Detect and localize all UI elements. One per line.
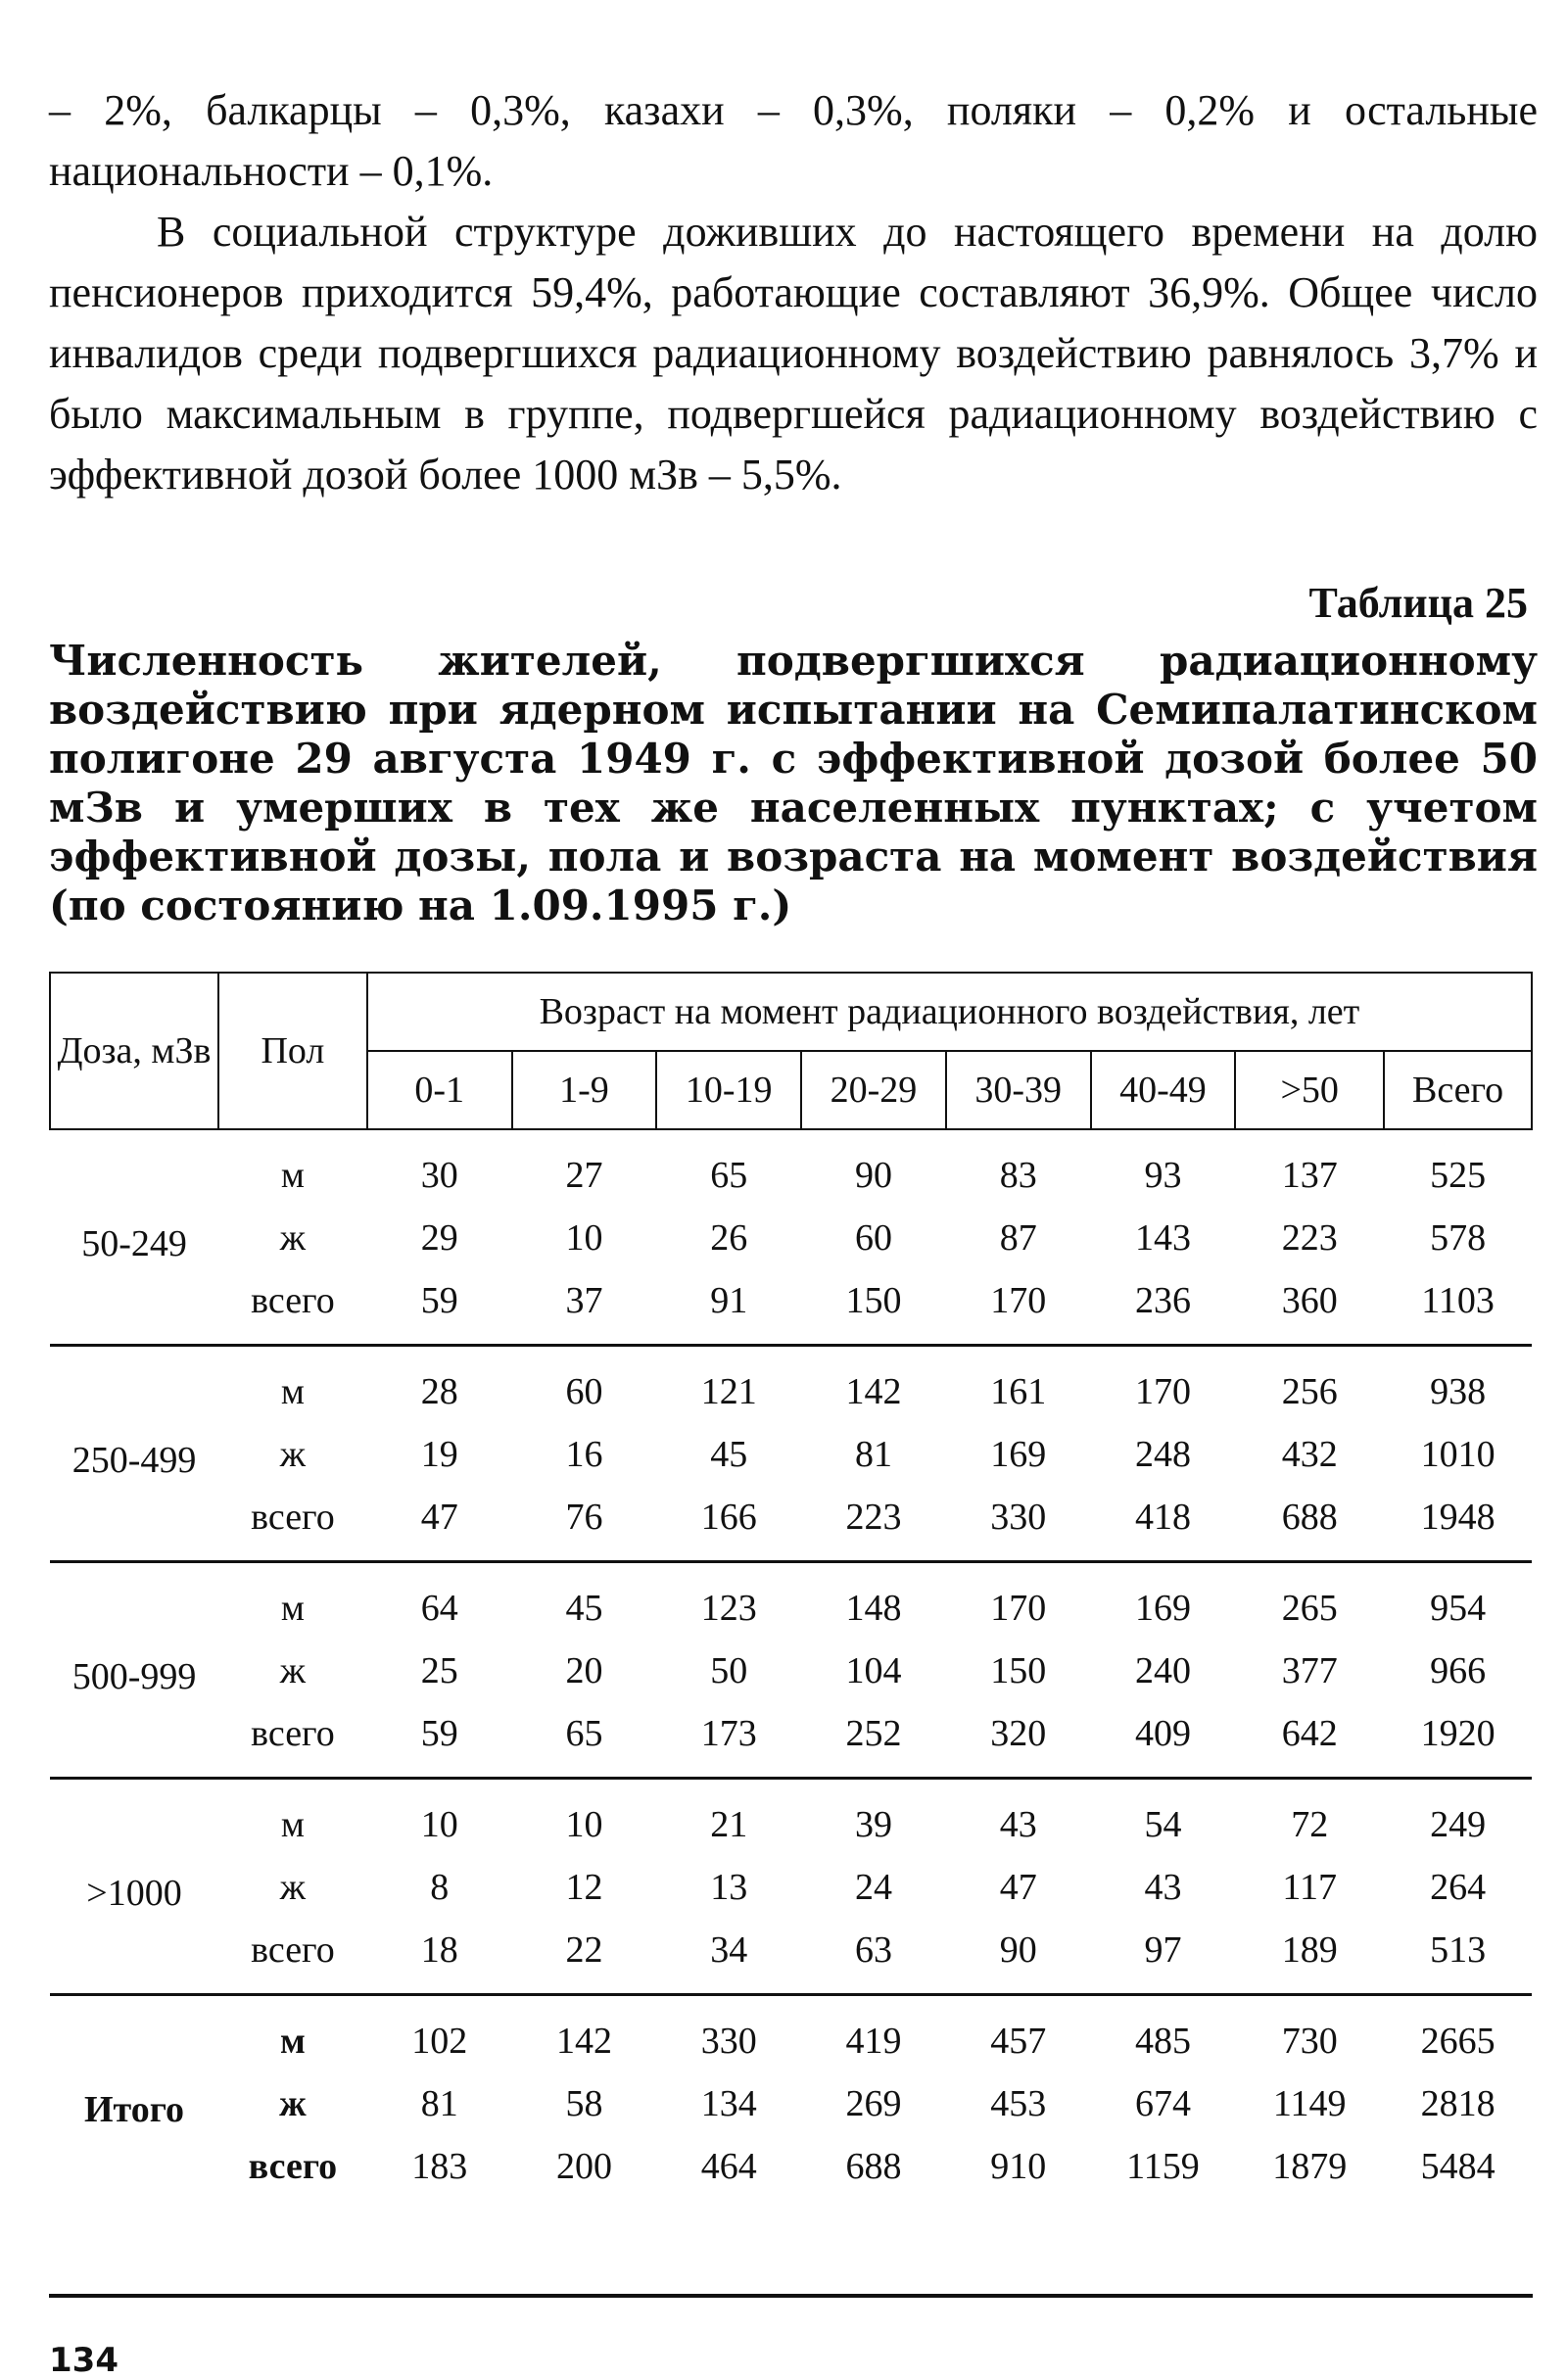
total-cell: 966 — [1430, 1650, 1487, 1691]
value-cell: 102 — [411, 2021, 468, 2062]
sex-label: м — [280, 1804, 305, 1845]
header-dose: Доза, мЗв — [50, 973, 218, 1129]
value-cell: 166 — [656, 1486, 801, 1562]
value-cell: 45 — [565, 1588, 603, 1629]
sex-label: всего — [248, 2146, 338, 2187]
table-row — [50, 1486, 1532, 1562]
value-cell: 674 — [1134, 2083, 1191, 2124]
value-cell: 1149 — [1272, 2083, 1347, 2124]
value-cell: 50 — [710, 1650, 748, 1691]
table-row — [50, 1640, 1532, 1702]
table-header — [50, 973, 1532, 1129]
value-cell: 1879 — [1272, 2146, 1348, 2187]
value-cell: 123 — [700, 1588, 757, 1629]
table-row — [50, 1269, 1532, 1346]
value-cell: 21 — [710, 1804, 748, 1845]
value-cell: 81 — [854, 1434, 892, 1475]
dose-group-label: 500-999 — [50, 1562, 218, 1779]
value-cell: 59 — [367, 1269, 512, 1346]
value-cell: 330 — [700, 2021, 757, 2062]
value-cell: 189 — [1235, 1919, 1384, 1995]
total-cell: 1103 — [1384, 1269, 1532, 1346]
value-cell: 169 — [990, 1434, 1047, 1475]
value-cell: 320 — [946, 1702, 1091, 1779]
value-cell: 58 — [565, 2083, 603, 2124]
total-cell: 525 — [1430, 1155, 1487, 1196]
sex-label: всего — [218, 1486, 367, 1562]
value-cell: 19 — [420, 1434, 458, 1475]
value-cell: 134 — [700, 2083, 757, 2124]
value-cell: 453 — [990, 2083, 1047, 2124]
table-row — [50, 1779, 1532, 1857]
total-cell: 954 — [1430, 1588, 1487, 1629]
dose-group-label: 250-499 — [50, 1346, 218, 1562]
value-cell: 148 — [845, 1588, 902, 1629]
value-cell: 688 — [1235, 1486, 1384, 1562]
table-row — [50, 1423, 1532, 1486]
value-cell: 464 — [700, 2146, 757, 2187]
value-cell: 91 — [656, 1269, 801, 1346]
table-row — [50, 1129, 1532, 1207]
total-cell: 2818 — [1420, 2083, 1496, 2124]
value-cell: 409 — [1091, 1702, 1236, 1779]
table-body — [50, 1129, 1532, 2210]
value-cell: 54 — [1144, 1804, 1182, 1845]
sex-label: ж — [279, 1650, 307, 1691]
value-cell: 104 — [845, 1650, 902, 1691]
value-cell: 59 — [367, 1702, 512, 1779]
value-cell: 248 — [1134, 1434, 1191, 1475]
value-cell: 34 — [656, 1919, 801, 1995]
value-cell: 13 — [710, 1867, 748, 1908]
total-cell: 578 — [1430, 1217, 1487, 1259]
value-cell: 265 — [1281, 1588, 1338, 1629]
header-age: 10-19 — [656, 1051, 801, 1129]
header-age: 20-29 — [801, 1051, 946, 1129]
value-cell: 143 — [1134, 1217, 1191, 1259]
value-cell: 10 — [565, 1804, 603, 1845]
table-row — [50, 1207, 1532, 1269]
sex-label: всего — [218, 1702, 367, 1779]
header-age: 30-39 — [946, 1051, 1091, 1129]
value-cell: 173 — [656, 1702, 801, 1779]
value-cell: 419 — [845, 2021, 902, 2062]
header-age-group: Возраст на момент радиационного воздействия, лет — [367, 973, 1532, 1051]
sex-label: ж — [279, 1434, 307, 1475]
value-cell: 10 — [420, 1804, 458, 1845]
value-cell: 26 — [710, 1217, 748, 1259]
value-cell: 642 — [1235, 1702, 1384, 1779]
value-cell: 29 — [420, 1217, 458, 1259]
sex-label: м — [280, 1155, 305, 1196]
value-cell: 256 — [1281, 1371, 1338, 1412]
table-row — [50, 1702, 1532, 1779]
total-cell: 2665 — [1420, 2021, 1496, 2062]
value-cell: 90 — [854, 1155, 892, 1196]
total-cell: 264 — [1430, 1867, 1487, 1908]
header-total: Всего — [1384, 1051, 1532, 1129]
value-cell: 64 — [420, 1588, 458, 1629]
table-row — [50, 1346, 1532, 1424]
value-cell: 10 — [565, 1217, 603, 1259]
value-cell: 97 — [1091, 1919, 1236, 1995]
value-cell: 76 — [512, 1486, 657, 1562]
value-cell: 121 — [700, 1371, 757, 1412]
value-cell: 20 — [565, 1650, 603, 1691]
value-cell: 161 — [990, 1371, 1047, 1412]
value-cell: 25 — [420, 1650, 458, 1691]
value-cell: 90 — [946, 1919, 1091, 1995]
total-cell: 938 — [1430, 1371, 1487, 1412]
footer-rule — [49, 2294, 1533, 2298]
value-cell: 377 — [1281, 1650, 1338, 1691]
value-cell: 240 — [1134, 1650, 1191, 1691]
value-cell: 170 — [990, 1588, 1047, 1629]
value-cell: 16 — [565, 1434, 603, 1475]
dose-group-label: Итого — [83, 2089, 185, 2130]
table-row — [50, 1562, 1532, 1641]
value-cell: 28 — [420, 1371, 458, 1412]
value-cell: 170 — [1134, 1371, 1191, 1412]
value-cell: 200 — [555, 2146, 612, 2187]
value-cell: 142 — [555, 2021, 612, 2062]
paragraph-intro: – 2%, балкарцы – 0,3%, казахи – 0,3%, поляки – 0,2% и остальные национальности – 0,1%. — [49, 86, 1538, 195]
total-cell: 249 — [1430, 1804, 1487, 1845]
value-cell: 65 — [512, 1702, 657, 1779]
value-cell: 18 — [367, 1919, 512, 1995]
value-cell: 60 — [854, 1217, 892, 1259]
value-cell: 252 — [801, 1702, 946, 1779]
value-cell: 43 — [1144, 1867, 1182, 1908]
table-title: Численность жителей, подвергшихся радиационному воздействию при ядерном испытании на Семипалатинском полигоне 29 августа 1949 г. с эффективной дозой более 50 мЗв и умерших в тех же населенных пунктах; с учетом эффективной дозы, пола и возраста на момент воздействия (по состоянию на 1.09.1995 г.) — [49, 637, 1538, 929]
total-cell: 1920 — [1384, 1702, 1532, 1779]
value-cell: 223 — [1281, 1217, 1338, 1259]
value-cell: 45 — [710, 1434, 748, 1475]
table-row — [50, 1995, 1532, 2073]
table-number: Таблица 25 — [1308, 579, 1528, 627]
header-age: >50 — [1235, 1051, 1384, 1129]
header-sex: Пол — [218, 973, 367, 1129]
table-row — [50, 1919, 1532, 1995]
value-cell: 137 — [1281, 1155, 1338, 1196]
value-cell: 688 — [845, 2146, 902, 2187]
value-cell: 87 — [999, 1217, 1037, 1259]
value-cell: 730 — [1281, 2021, 1338, 2062]
header-age: 1-9 — [512, 1051, 657, 1129]
value-cell: 170 — [946, 1269, 1091, 1346]
value-cell: 37 — [512, 1269, 657, 1346]
value-cell: 432 — [1281, 1434, 1338, 1475]
value-cell: 8 — [430, 1867, 450, 1908]
sex-label: ж — [279, 1867, 307, 1908]
sex-label: м — [280, 1588, 305, 1629]
value-cell: 457 — [990, 2021, 1047, 2062]
value-cell: 117 — [1282, 1867, 1338, 1908]
paragraph-social-structure: В социальной структуре доживших до настоящего времени на долю пенсионеров приходится 59,4%, работающие составляют 36,9%. Общее число инвалидов среди подвергшихся радиационному воздействию равнялось 3,7% и было максимальным в группе, подвергшейся радиационному воздействию с эффективной дозой более 1000 мЗв – 5,5%. — [49, 208, 1538, 499]
dose-group-label: >1000 — [50, 1779, 218, 1995]
table-row — [50, 2072, 1532, 2135]
sex-label: ж — [279, 2083, 307, 2124]
value-cell: 39 — [854, 1804, 892, 1845]
value-cell: 223 — [801, 1486, 946, 1562]
value-cell: 24 — [854, 1867, 892, 1908]
sex-label: всего — [218, 1269, 367, 1346]
value-cell: 183 — [411, 2146, 468, 2187]
page-number: 134 — [49, 2341, 119, 2380]
value-cell: 169 — [1134, 1588, 1191, 1629]
value-cell: 485 — [1134, 2021, 1191, 2062]
sex-label: м — [279, 2021, 306, 2062]
value-cell: 60 — [565, 1371, 603, 1412]
header-age: 40-49 — [1091, 1051, 1236, 1129]
value-cell: 1159 — [1126, 2146, 1200, 2187]
total-cell: 5484 — [1420, 2146, 1496, 2187]
value-cell: 30 — [420, 1155, 458, 1196]
sex-label: всего — [218, 1919, 367, 1995]
table-row — [50, 2135, 1532, 2210]
dose-group-label: 50-249 — [50, 1129, 218, 1346]
value-cell: 81 — [420, 2083, 458, 2124]
value-cell: 72 — [1291, 1804, 1329, 1845]
value-cell: 150 — [801, 1269, 946, 1346]
total-cell: 513 — [1384, 1919, 1532, 1995]
value-cell: 418 — [1091, 1486, 1236, 1562]
value-cell: 22 — [512, 1919, 657, 1995]
total-cell: 1948 — [1384, 1486, 1532, 1562]
value-cell: 93 — [1144, 1155, 1182, 1196]
table-row — [50, 1856, 1532, 1919]
value-cell: 12 — [565, 1867, 603, 1908]
value-cell: 83 — [999, 1155, 1037, 1196]
value-cell: 269 — [845, 2083, 902, 2124]
value-cell: 27 — [565, 1155, 603, 1196]
value-cell: 43 — [999, 1804, 1037, 1845]
value-cell: 330 — [946, 1486, 1091, 1562]
dose-age-table — [49, 972, 1533, 2210]
value-cell: 910 — [990, 2146, 1047, 2187]
value-cell: 236 — [1091, 1269, 1236, 1346]
value-cell: 142 — [845, 1371, 902, 1412]
value-cell: 63 — [801, 1919, 946, 1995]
value-cell: 360 — [1235, 1269, 1384, 1346]
sex-label: ж — [279, 1217, 307, 1259]
total-cell: 1010 — [1420, 1434, 1496, 1475]
value-cell: 47 — [999, 1867, 1037, 1908]
value-cell: 65 — [710, 1155, 748, 1196]
sex-label: м — [280, 1371, 305, 1412]
value-cell: 47 — [367, 1486, 512, 1562]
header-age: 0-1 — [367, 1051, 512, 1129]
value-cell: 150 — [990, 1650, 1047, 1691]
